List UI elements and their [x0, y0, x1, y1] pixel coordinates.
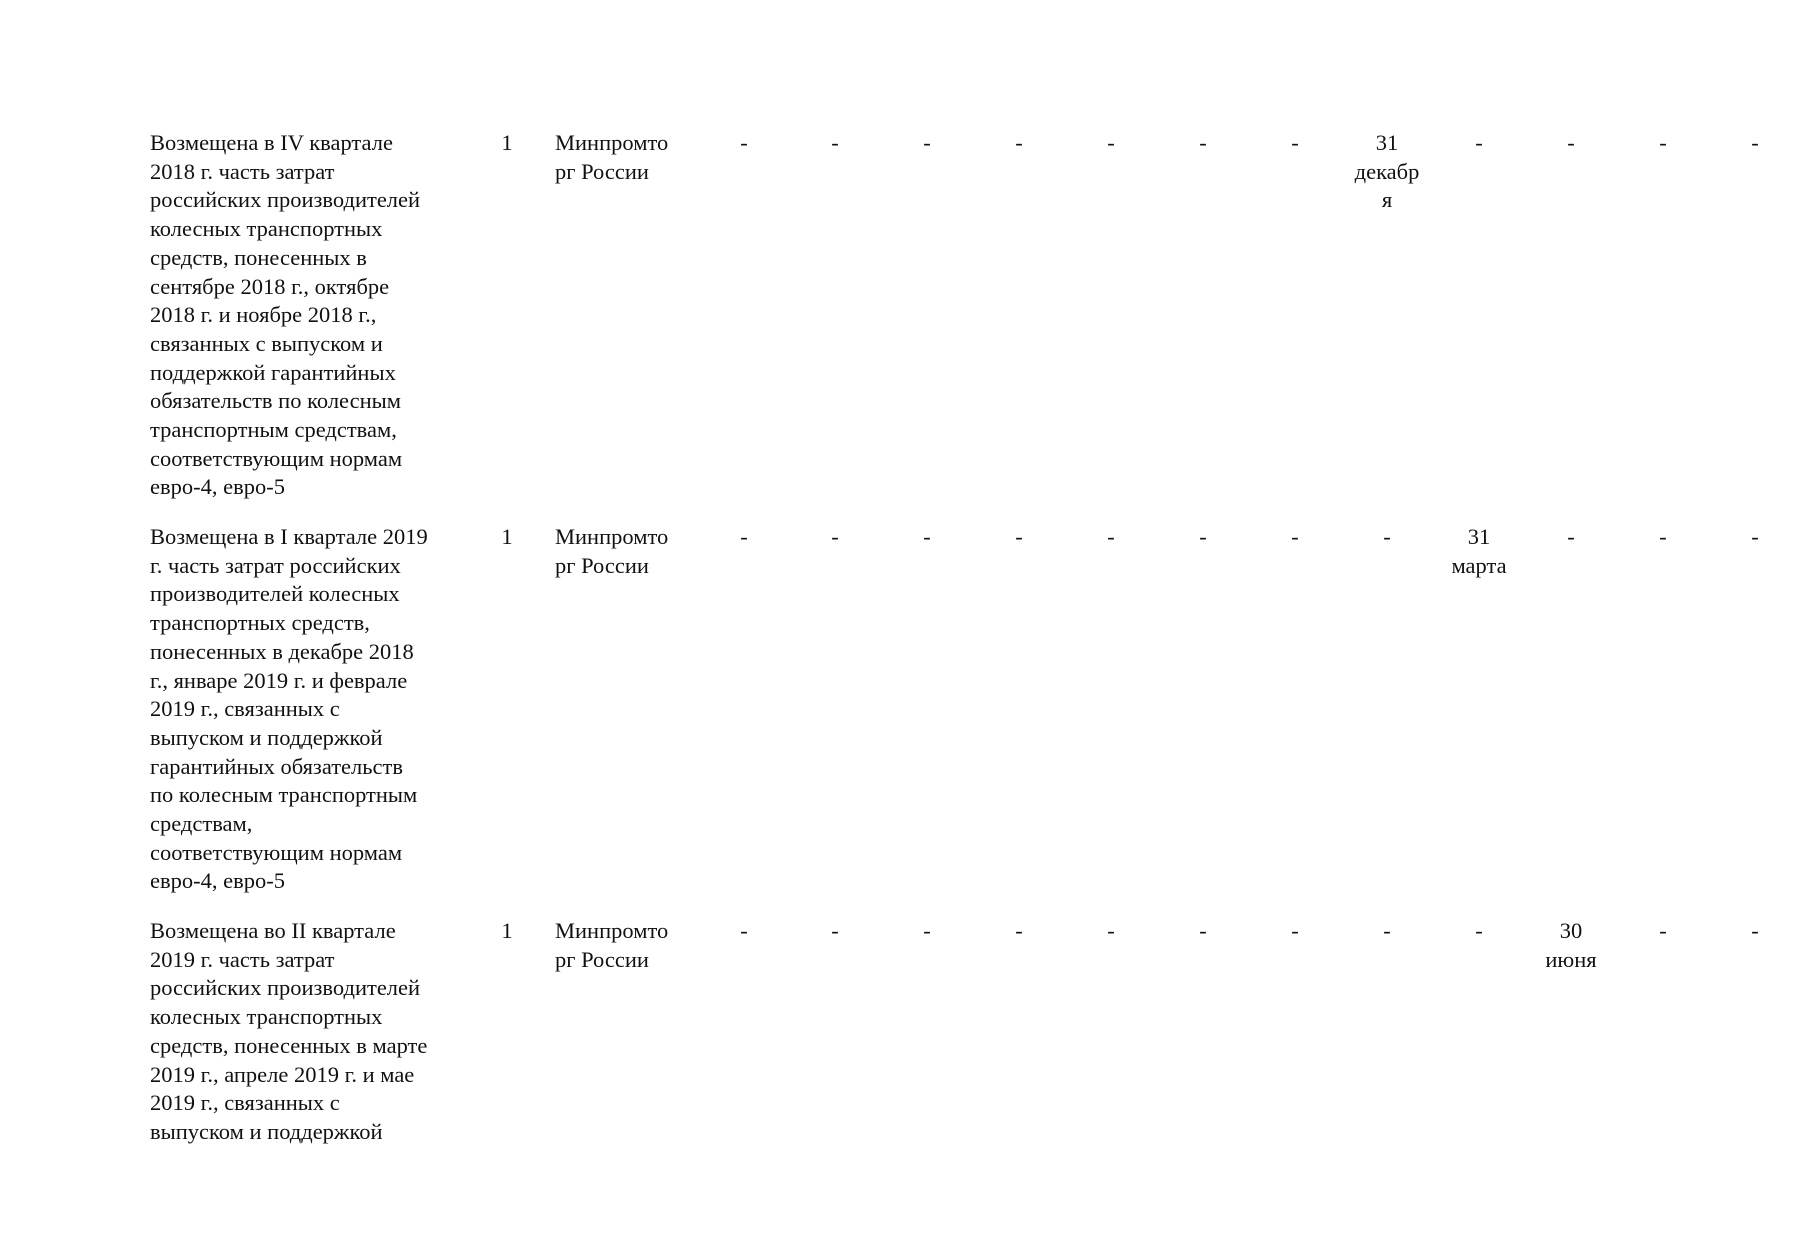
period-cell: -: [1567, 524, 1575, 549]
event-description: Возмещена во II квартале 2019 г. часть затрат российских производителей колесных транспортных средств, понесенных в марте 2019 г., апреле 2019 г. и мае 2019 г., связанных с выпуском и поддержкой: [150, 918, 428, 1144]
period-cell: -: [1291, 918, 1299, 943]
period-cell: -: [1751, 130, 1759, 155]
period-cell: -: [740, 918, 748, 943]
responsible-executor: Минпромто рг России: [555, 918, 669, 972]
period-cell: -: [1659, 130, 1667, 155]
period-cell: -: [1291, 130, 1299, 155]
period-cell: -: [740, 130, 748, 155]
event-description: Возмещена в IV квартале 2018 г. часть затрат российских производителей колесных транспортных средств, понесенных в сентябре 2018 г., октябре 2018 г. и ноябре 2018 г., связанных с выпуском и поддержкой гарантийных обязательств по колесным транспортным средствам, соответствующим нормам евро-4, евро-5: [150, 130, 421, 500]
period-cell: -: [831, 918, 839, 943]
event-description: Возмещена в I квартале 2019 г. часть затрат российских производителей колесных транспортных средств, понесенных в декабре 2018 г., январе 2019 г. и феврале 2019 г., связанных с выпуском и поддержкой гарантийных обязательств по колесным транспортным средствам, соответствующим нормам евро-4, евро-5: [150, 524, 428, 894]
period-cell: -: [1199, 130, 1207, 155]
period-cell: -: [831, 524, 839, 549]
period-cell: -: [1015, 524, 1023, 549]
period-cell: -: [1475, 918, 1483, 943]
responsible-executor: Минпромто рг России: [555, 130, 669, 184]
quantity-value: 1: [501, 918, 513, 943]
period-cell: -: [1107, 524, 1115, 549]
period-cell: -: [740, 524, 748, 549]
responsible-executor: Минпромто рг России: [555, 524, 669, 578]
period-cell: -: [1199, 918, 1207, 943]
period-cell: -: [1107, 918, 1115, 943]
period-cell: -: [1199, 524, 1207, 549]
period-cell: -: [1383, 524, 1391, 549]
period-cell: -: [1107, 130, 1115, 155]
period-cell: -: [1751, 918, 1759, 943]
period-cell: -: [1291, 524, 1299, 549]
period-cell: -: [1751, 524, 1759, 549]
period-cell: 31 декабр я: [1354, 130, 1420, 213]
period-cell: -: [1475, 130, 1483, 155]
period-cell: -: [923, 524, 931, 549]
period-cell: -: [1015, 130, 1023, 155]
period-cell: 30 июня: [1545, 918, 1597, 972]
period-cell: -: [1567, 130, 1575, 155]
quantity-value: 1: [501, 524, 513, 549]
period-cell: -: [831, 130, 839, 155]
period-cell: 31 марта: [1451, 524, 1507, 578]
period-cell: -: [923, 918, 931, 943]
period-cell: -: [923, 130, 931, 155]
period-cell: -: [1015, 918, 1023, 943]
period-cell: -: [1659, 918, 1667, 943]
period-cell: -: [1383, 918, 1391, 943]
quantity-value: 1: [501, 130, 513, 155]
period-cell: -: [1659, 524, 1667, 549]
